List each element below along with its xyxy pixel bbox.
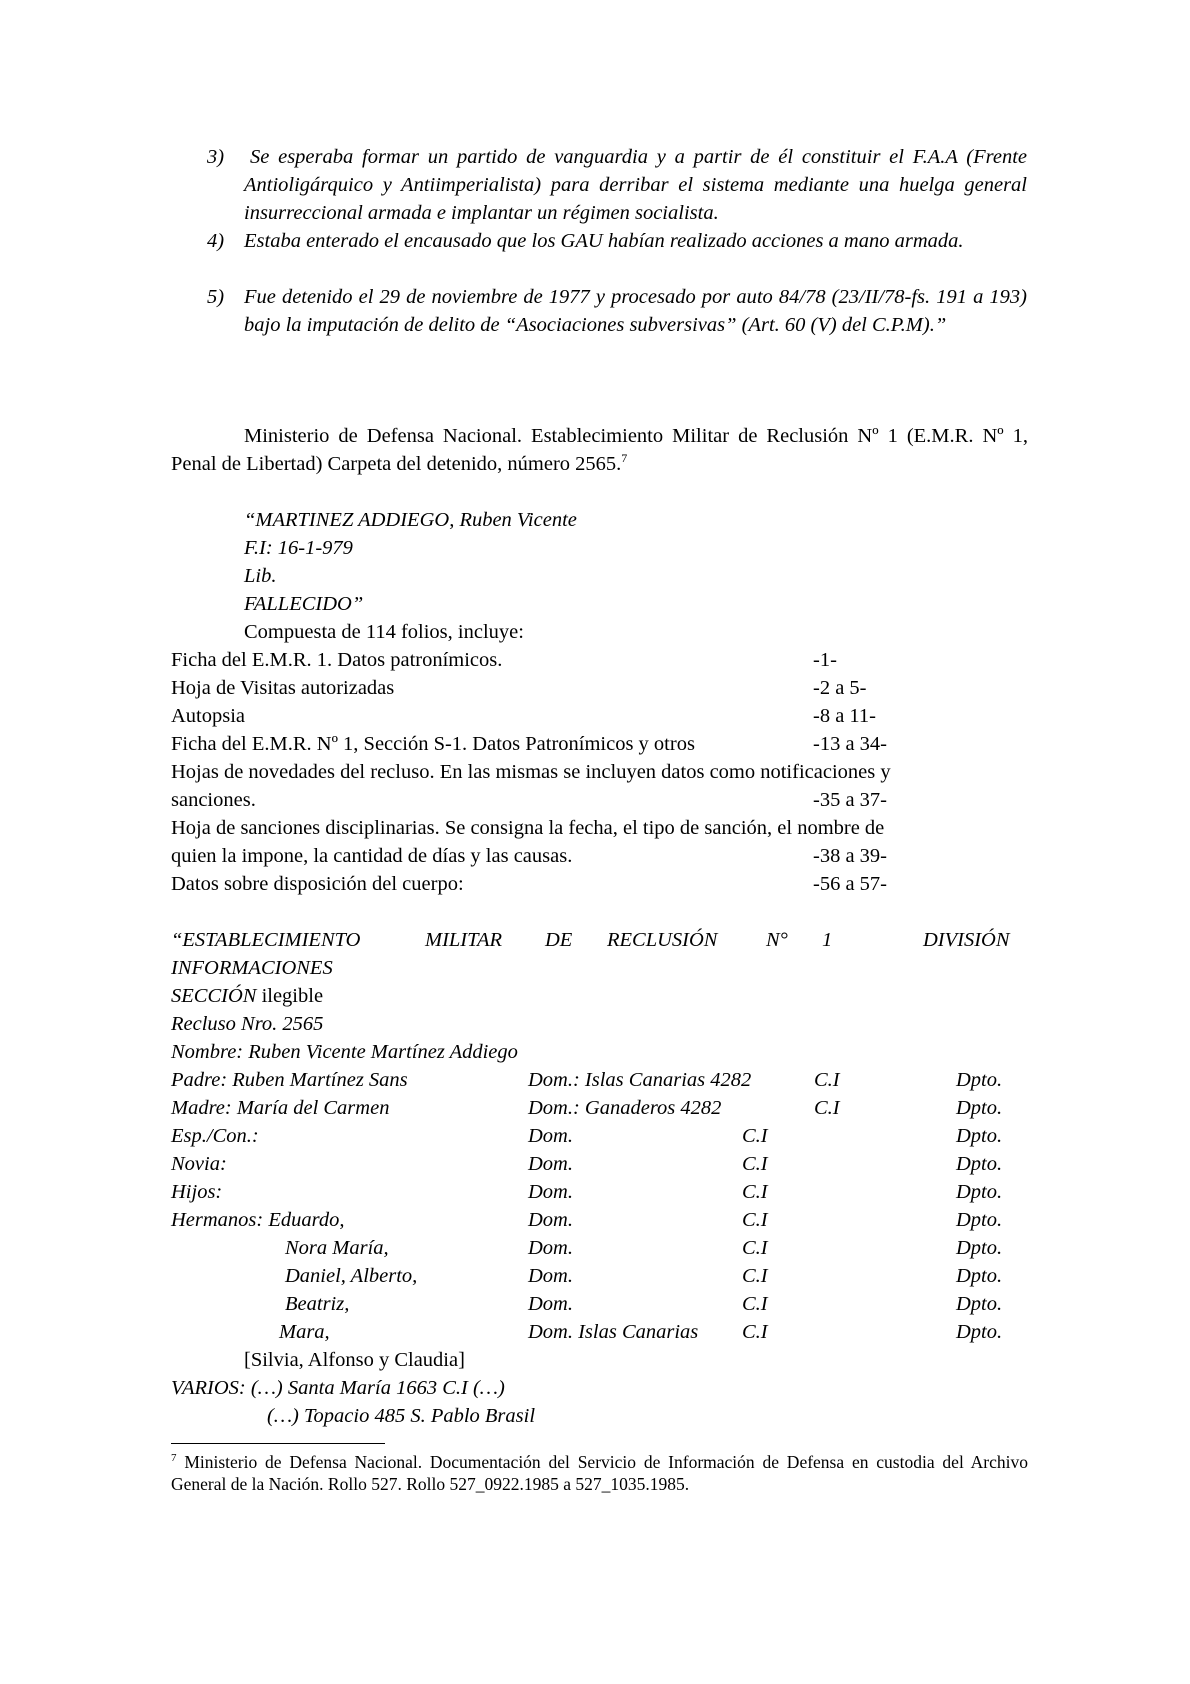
family-dpto: Dpto. (956, 1069, 1003, 1091)
family-ci: C.I (742, 1181, 768, 1203)
index-entry-desc-cont: quien la impone, la cantidad de días y las causas. (171, 845, 573, 867)
header-word: MILITAR (425, 929, 503, 951)
source-text: Ministerio de Defensa Nacional. Establecimiento Militar de Reclusión Nº 1 (E.M.R. Nº 1, Penal de Libertad) Carpeta del detenido, número 2565. (171, 425, 1028, 475)
source-paragraph (171, 422, 1028, 478)
family-ci: C.I (742, 1265, 768, 1287)
record-fi: F.I: 16-1-979 (244, 537, 353, 559)
item-number: 4) (207, 230, 225, 252)
family-dpto: Dpto. (956, 1153, 1003, 1175)
index-entry-pages: -38 a 39- (813, 845, 888, 867)
index-entry-desc: Ficha del E.M.R. 1. Datos patronímicos. (171, 649, 503, 671)
index-entry-pages: -2 a 5- (813, 677, 867, 699)
family-ci: C.I (742, 1153, 768, 1175)
record-name: “MARTINEZ ADDIEGO, Ruben Vicente (244, 509, 577, 531)
index-entry-pages: -1- (813, 649, 837, 671)
family-dom: Dom. Islas Canarias (528, 1321, 699, 1343)
family-name: Padre: Ruben Martínez Sans (171, 1069, 408, 1091)
family-name: Daniel, Alberto, (285, 1265, 418, 1287)
family-ci: C.I (814, 1097, 840, 1119)
header-word: N° (766, 929, 788, 951)
index-entry-desc: Hojas de novedades del recluso. En las mismas se incluyen datos como notificaciones y (171, 761, 891, 783)
family-dpto: Dpto. (956, 1321, 1003, 1343)
family-dpto: Dpto. (956, 1181, 1003, 1203)
header-word: DIVISIÓN (923, 929, 1010, 951)
recluso-number: Recluso Nro. 2565 (171, 1013, 324, 1035)
family-name: Novia: (171, 1153, 227, 1175)
index-entry-pages: -8 a 11- (813, 705, 876, 727)
family-dpto: Dpto. (956, 1265, 1003, 1287)
record-composition: Compuesta de 114 folios, incluye: (244, 621, 524, 643)
family-dpto: Dpto. (956, 1293, 1003, 1315)
header-informaciones: INFORMACIONES (171, 957, 333, 979)
family-name: Mara, (279, 1321, 330, 1343)
footnote (171, 1451, 1028, 1495)
family-name: Beatriz, (285, 1293, 350, 1315)
family-dom: Dom. (528, 1125, 573, 1147)
family-ci: C.I (814, 1069, 840, 1091)
family-dom: Dom. (528, 1153, 573, 1175)
family-name: Hijos: (171, 1181, 223, 1203)
varios-line: VARIOS: (…) Santa María 1663 C.I (…) (171, 1377, 505, 1399)
numbered-item-text: Estaba enterado el encausado que los GAU habían realizado acciones a mano armada. (244, 230, 964, 252)
index-entry-desc: Hoja de Visitas autorizadas (171, 677, 395, 699)
family-dom: Dom. (528, 1293, 573, 1315)
family-dpto: Dpto. (956, 1097, 1003, 1119)
family-ci: C.I (742, 1293, 768, 1315)
family-ci: C.I (742, 1125, 768, 1147)
family-name: Madre: María del Carmen (171, 1097, 390, 1119)
family-dom: Dom. (528, 1209, 573, 1231)
family-dpto: Dpto. (956, 1237, 1003, 1259)
family-ci: C.I (742, 1237, 768, 1259)
family-dom: Dom. (528, 1237, 573, 1259)
item-number: 3) (207, 146, 225, 168)
index-entry-pages: -56 a 57- (813, 873, 888, 895)
family-dpto: Dpto. (956, 1125, 1003, 1147)
family-dom: Dom. (528, 1265, 573, 1287)
numbered-item-text: Fue detenido el 29 de noviembre de 1977 y procesado por auto 84/78 (23/II/78-fs. 191 a 193) bajo la imputación de delito de “Asociaciones subversivas” (Art. 60 (V) del C.P.M).” (244, 286, 1027, 336)
item-number: 5) (207, 286, 225, 308)
header-word: “ESTABLECIMIENTO (171, 929, 361, 951)
family-dom: Dom. (528, 1181, 573, 1203)
family-ci: C.I (742, 1321, 768, 1343)
numbered-item-text: Se esperaba formar un partido de vanguardia y a partir de él constituir el F.A.A (Frente Antioligárquico y Antiimperialista) para derribar el sistema mediante una huelga general insurreccional armada e implantar un régimen socialista. (244, 146, 1027, 224)
index-entry-desc: Ficha del E.M.R. Nº 1, Sección S-1. Datos Patronímicos y otros (171, 733, 695, 755)
record-lib: Lib. (244, 565, 277, 587)
header-seccion (171, 982, 323, 1010)
header-word: DE (545, 929, 573, 951)
header-word: RECLUSIÓN (607, 929, 718, 951)
footnote-number: 7 (171, 1452, 177, 1465)
index-entry-desc: Datos sobre disposición del cuerpo: (171, 873, 464, 895)
family-name: Nora María, (285, 1237, 389, 1259)
family-name: Hermanos: Eduardo, (171, 1209, 345, 1231)
family-ci: C.I (742, 1209, 768, 1231)
seccion-label: SECCIÓN (171, 985, 257, 1007)
footnote-text: Ministerio de Defensa Nacional. Documentación del Servicio de Información de Defensa en custodia del Archivo General de la Nación. Rollo 527. Rollo 527_0922.1985 a 527_1035.1985. (171, 1452, 1029, 1494)
family-dom: Dom.: Ganaderos 4282 (528, 1097, 722, 1119)
seccion-value: ilegible (261, 985, 324, 1007)
index-entry-desc: Autopsia (171, 705, 246, 727)
family-dom: Dom.: Islas Canarias 4282 (528, 1069, 752, 1091)
header-word: 1 (822, 929, 833, 951)
footnote-separator (171, 1443, 385, 1444)
index-entry-desc: Hoja de sanciones disciplinarias. Se consigna la fecha, el tipo de sanción, el nombre de (171, 817, 885, 839)
varios-line: (…) Topacio 485 S. Pablo Brasil (267, 1405, 536, 1427)
index-entry-pages: -35 a 37- (813, 789, 888, 811)
index-entry-desc-cont: sanciones. (171, 789, 256, 811)
family-dpto: Dpto. (956, 1209, 1003, 1231)
family-name: Esp./Con.: (171, 1125, 259, 1147)
recluso-name: Nombre: Ruben Vicente Martínez Addiego (171, 1041, 518, 1063)
index-entry-pages: -13 a 34- (813, 733, 888, 755)
siblings-note: [Silvia, Alfonso y Claudia] (244, 1349, 465, 1371)
footnote-ref: 7 (621, 451, 628, 466)
record-status: FALLECIDO” (244, 593, 364, 615)
